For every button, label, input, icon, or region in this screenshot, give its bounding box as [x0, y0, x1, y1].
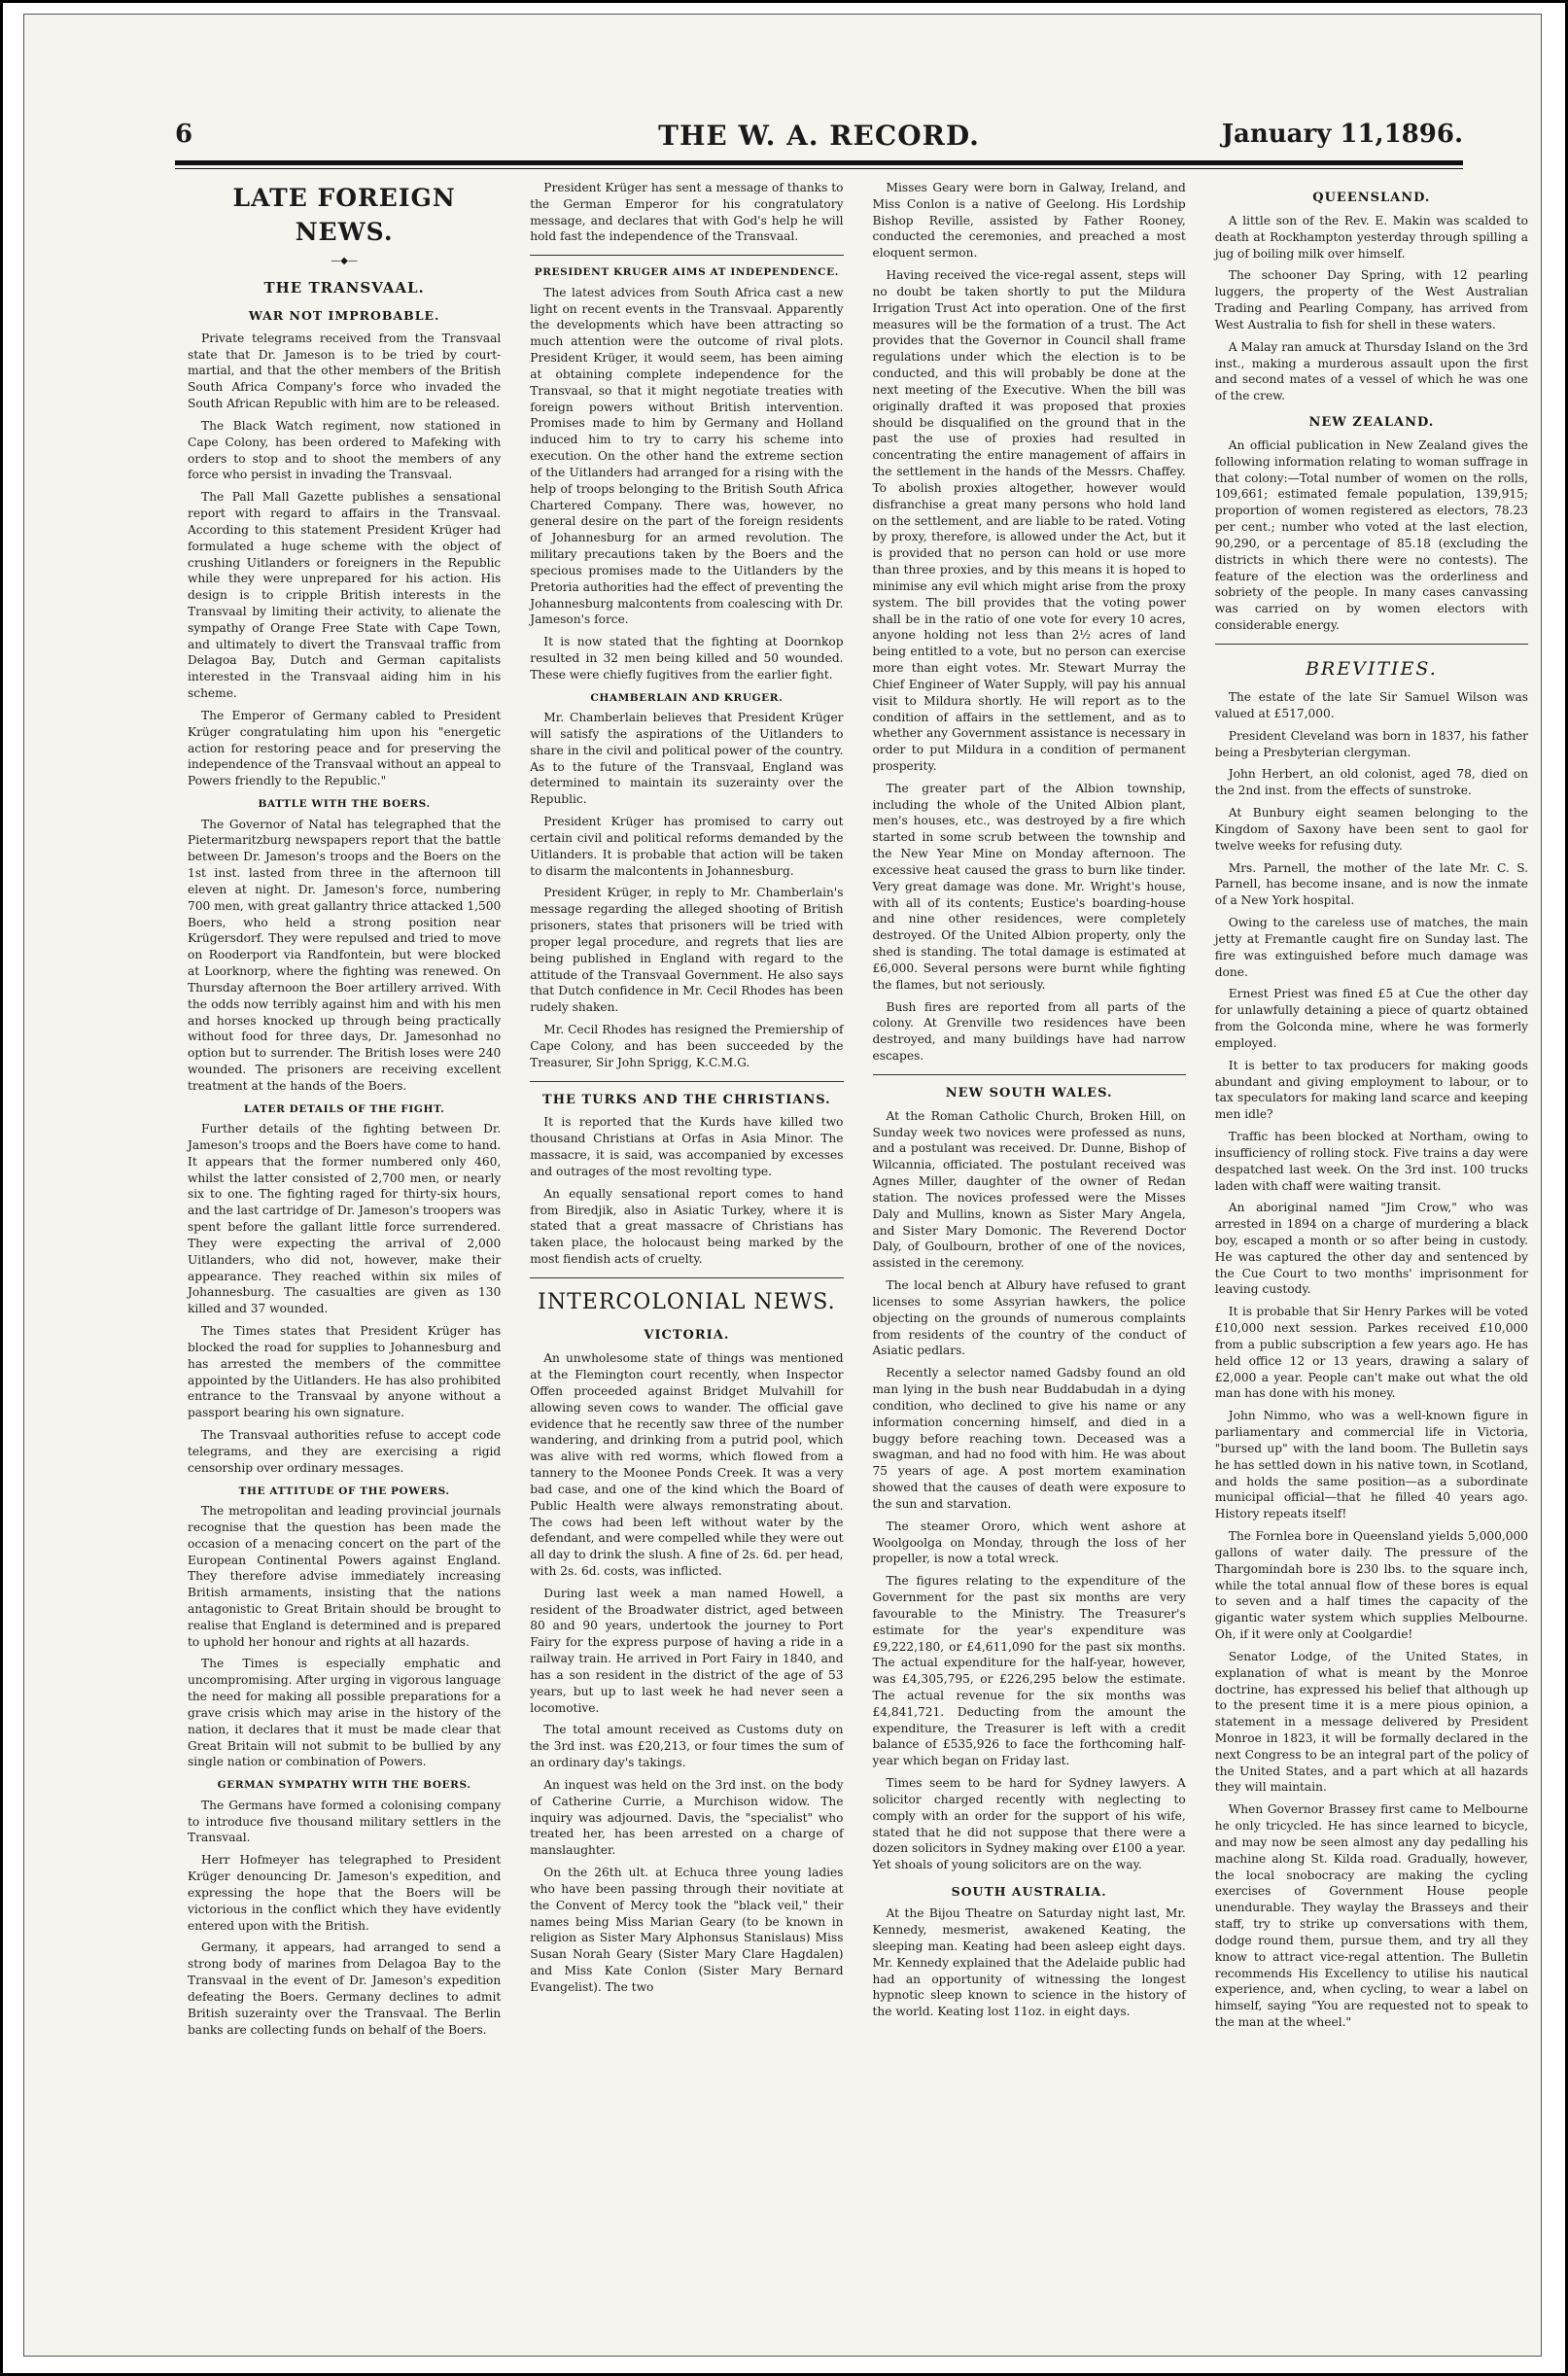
article-paragraph: The Transvaal authorities refuse to accept code telegrams, and they are exercising a rigid censorship over ordinary messages.	[188, 1428, 502, 1475]
issue-date: January 11,1896.	[1221, 120, 1463, 149]
article-paragraph: An inquest was held on the 3rd inst. on the body of Catherine Currie, a Murchison widow. The inquiry was adjourned. Davis, the "specialist" who treated her, has been arrested on a charge of manslaughter.	[530, 1777, 844, 1858]
article-paragraph: The Governor of Natal has telegraphed that the Pietermaritzburg newspapers report that the battle between Dr. Jameson's troops and the Boers on the 1st inst. lasted from three in the afternoon till eleven at night. Dr. Jameson's force, numbering 700 men, with great gallantry thrice attacked 1,500 Boers, who held a strong position near Krügersdorf. They were repulsed and tried to move on Rooderport via Randfontein, but were blocked at Loorknorp, where the fighting was renewed. On Thursday afternoon the Boer artillery arrived. With the odds now terribly against him and with his men and horses knocked up through being practically without food for three days, Dr. Jamesonhad no option but to surrender. The British loses were 240 wounded. The prisoners are receiving excellent treatment at the hands of the Boers.	[188, 817, 502, 1093]
divider	[1215, 644, 1528, 645]
subheading: PRESIDENT KRUGER AIMS AT INDEPENDENCE.	[534, 266, 839, 279]
ornament: —◆—	[331, 256, 358, 266]
article-paragraph: Times seem to be hard for Sydney lawyers. A solicitor charged recently with neglecting to comply with an order for the support of his wife, stated that he did not suppose that there were a dozen solicitors in Sydney making over £100 a year. Yet shoals of young solicitors are on the way.	[872, 1776, 1186, 1872]
subheading: LATER DETAILS OF THE FIGHT.	[243, 1102, 445, 1115]
article-paragraph: At Bunbury eight seamen belonging to the Kingdom of Saxony have been sent to gaol for twelve weeks for refusing duty.	[1214, 806, 1528, 853]
section-heading: THE TURKS AND THE CHRISTIANS.	[542, 1092, 831, 1107]
section-heading: THE TRANSVAAL.	[263, 278, 425, 297]
subheading: CHAMBERLAIN AND KRUGER.	[590, 691, 784, 704]
article-paragraph: The Black Watch regiment, now stationed in Cape Colony, has been ordered to Mafeking with orders to stop and to shoot the members of any force who persist in invading the Transvaal.	[188, 418, 502, 482]
article-paragraph: President Cleveland was born in 1837, his father being a Presbyterian clergyman.	[1214, 728, 1528, 759]
newspaper-page	[23, 14, 1542, 2357]
article-paragraph: Herr Hofmeyer has telegraphed to President Krüger denouncing Dr. Jameson's expedition, and expressing the hope that the Boers will be victorious in the conflict which they have evidently entered upon with the British.	[188, 1853, 502, 1933]
divider	[530, 255, 843, 256]
subheading: WAR NOT IMPROBABLE.	[248, 308, 440, 324]
article-paragraph: The figures relating to the expenditure of the Government for the past six months are very favourable to the Ministry. The Treasurer's estimate for the year's expenditure was £9,222,180, or £4,611,090 for the past six months. The actual expenditure for the half-year, however, was £4,305,795, or £226,295 below the estimate. The actual revenue for the six months was £4,841,721. Deducting from the amount the expenditure, the Treasurer is left with a credit balance of £535,926 to face the forthcoming half-year which began on Friday last.	[872, 1574, 1186, 1768]
divider	[530, 1277, 843, 1278]
article-paragraph: The Times states that President Krüger has blocked the road for supplies to Johannesburg and has arrested the members of the committee appointed by the Uitlanders. He has also prohibited entrance to the Transvaal by anyone without a passport bearing his own signature.	[188, 1324, 502, 1420]
article-paragraph: The Emperor of Germany cabled to President Krüger congratulating him upon his "energetic action for restoring peace and for preserving the independence of the Transvaal without an appeal to Powers friendly to the Republic."	[188, 708, 502, 788]
article-paragraph: Senator Lodge, of the United States, in explanation of what is meant by the Monroe doctrine, has expressed his belief that although up to the present time it is a mere pious opinion, a statement in a message delivered by President Monroe in 1823, it will be formally declared in the next Congress to be an integral part of the policy of the United States, and a part which at all hazards they will maintain.	[1214, 1649, 1528, 1795]
masthead-rule-thin	[175, 168, 1463, 169]
headline-late-foreign-news: LATE FOREIGN NEWS.	[232, 184, 456, 246]
article-paragraph: Traffic has been blocked at Northam, owing to insufficiency of rolling stock. Five trains a day were despatched last week. On the 3rd inst. 100 trucks laden with chaff were waiting transit.	[1214, 1130, 1528, 1193]
article-paragraph: It is now stated that the fighting at Doornkop resulted in 32 men being killed and 50 wounded. These were chiefly fugitives from the earlier fight.	[530, 635, 844, 681]
article-paragraph: The Fornlea bore in Queensland yields 5,000,000 gallons of water daily. The pressure of the Thargomindah bore is 230 lbs. to the square inch, while the total annual flow of these bores is equal to seven and a half times the capacity of the gigantic water system which supplies Melbourne. Oh, if it were only at Coolgardie!	[1214, 1529, 1528, 1642]
article-paragraph: The local bench at Albury have refused to grant licenses to some Assyrian hawkers, the police objecting on the grounds of numerous complaints from residents of the country of the conduct of Asiatic pedlars.	[872, 1278, 1186, 1358]
article-paragraph: Further details of the fighting between Dr. Jameson's troops and the Boers have come to hand. It appears that the former numbered only 460, whilst the latter consisted of 2,700 men, or nearly six to one. The fighting raged for thirty-six hours, and the last cartridge of Dr. Jameson's troopers was spent before the gallant little force surrendered. They were expecting the arrival of 2,000 Uitlanders, who did not, however, make their appearance. They reached within six miles of Johannesburg. The casualties are given as 130 killed and 37 wounded.	[188, 1122, 502, 1316]
article-paragraph: An official publication in New Zealand gives the following information relating to woman suffrage in that colony:—Total number of women on the rolls, 109,661; estimated female population, 139,915; proportion of women registered as electors, 78.23 per cent.; number who voted at the last election, 90,290, or a percentage of 85.18 (excluding the districts in which there were no contests). The feature of the election was the orderliness and sobriety of the people. In many cases canvassing was carried on by women electors with considerable energy.	[1214, 437, 1528, 633]
article-paragraph: At the Roman Catholic Church, Broken Hill, on Sunday week two novices were professed as nuns, and a postulant was received. Dr. Dunne, Bishop of Wilcannia, officiated. The postulant received was Agnes Miller, daughter of the owner of Redan station. The novices professed were the Misses Daly and Mullins, known as Sister Mary Angela, and Sister Mary Domonic. The Reverend Doctor Daly, of Goulbourn, brother of one of the novices, assisted in the ceremony.	[872, 1108, 1186, 1271]
article-paragraph: Germany, it appears, had arranged to send a strong body of marines from Delagoa Bay to the Transvaal in the event of Dr. Jameson's expedition defeating the Boers. Germany declines to admit British suzerainty over the Transvaal. The Berlin banks are collecting funds on behalf of the Boers.	[188, 1940, 502, 2037]
article-paragraph: Ernest Priest was fined £5 at Cue the other day for unlawfully detaining a piece of quartz obtained from the Golconda mine, where he was formerly employed.	[1214, 987, 1528, 1050]
article-paragraph: On the 26th ult. at Echuca three young ladies who have been passing through their novitiate at the Convent of Mercy took the "black veil," their names being Miss Marian Geary (to be known in religion as Sister Mary Alphonsus Stanislaus) Miss Susan Norah Geary (Sister Mary Clare Hagdalen) and Miss Kate Conlon (Sister Mary Bernard Evangelist). The two	[530, 1866, 844, 1994]
article-paragraph: Bush fires are reported from all parts of the colony. At Grenville two residences have been destroyed, and many buildings have had narrow escapes.	[872, 999, 1186, 1064]
article-paragraph: During last week a man named Howell, a resident of the Broadwater district, aged between 80 and 90 years, undertook the journey to Port Fairy for the express purpose of having a ride in a railway train. He arrived in Port Fairy in 1840, and has a son resident in the district of the age of 53 years, but up to last week he had never seen a locomotive.	[530, 1586, 844, 1715]
subheading: GERMAN SYMPATHY WITH THE BOERS.	[217, 1779, 471, 1792]
divider	[530, 1081, 843, 1082]
article-paragraph: The greater part of the Albion township, including the whole of the United Albion plant, men's houses, etc., was destroyed by a fire which started in some scrub between the township and the New Year Mine on Monday afternoon. The excessive heat caused the grass to burn like tinder. Very great damage was done. Mr. Wright's house, with all of its contents; Eustice's boarding-house and nine other residences, were completely destroyed. Of the United Albion property, only the shed is standing. The total damage is estimated at £6,000. Several persons were burnt while fighting the flames, but not seriously.	[872, 781, 1186, 992]
column-3	[865, 180, 1194, 2328]
section-heading: QUEENSLAND.	[1312, 191, 1431, 205]
article-paragraph: President Krüger has promised to carry out certain civil and political reforms demanded by the Uitlanders. It is probable that action will be taken to disarm the malcontents in Johannesburg.	[530, 815, 844, 878]
article-paragraph: It is reported that the Kurds have killed two thousand Christians at Orfas in Asia Minor. The massacre, it is said, was accompanied by excesses and outrages of the most revolting type.	[530, 1115, 844, 1178]
masthead	[175, 120, 1463, 158]
subheading: BATTLE WITH THE BOERS.	[258, 798, 431, 811]
column-4	[1207, 180, 1536, 2328]
article-paragraph: An aboriginal named "Jim Crow," who was arrested in 1894 on a charge of murdering a black boy, escaped a month or so after being in custody. He was captured the other day and sentenced by the Cue Court to two months' imprisonment for leaving custody.	[1214, 1201, 1528, 1297]
article-paragraph: Mr. Cecil Rhodes has resigned the Premiership of Cape Colony, and has been succeeded by the Treasurer, Sir John Sprigg, K.C.M.G.	[530, 1023, 844, 1069]
article-paragraph: President Krüger, in reply to Mr. Chamberlain's message regarding the alleged shooting of British prisoners, states that prisoners will be tried with proper legal procedure, and regrets that lies are being published in England with regard to the attitude of the Transvaal Government. He also says that Dutch confidence in Mr. Cecil Rhodes has been rudely shaken.	[530, 886, 844, 1015]
article-paragraph: The latest advices from South Africa cast a new light on recent events in the Transvaal. Apparently the developments which have been attracting so much attention were the outcome of rival plots. President Krüger, it would seem, has been aiming at obtaining complete independence for the Transvaal, so that it might negotiate treaties with foreign powers without British intervention. Promises made to him by Germany and Holland induced him to try to carry his scheme into execution. On the other hand the extreme section of the Uitlanders had arranged for a rising with the help of troops belonging to the British South Africa Chartered Company. There was, however, no general desire on the part of the foreign residents of Johannesburg for an armed revolution. The military precautions taken by the Boers and the specious promises made to the Uitlanders by the Pretoria authorities had the effect of preventing the Johannesburg malcontents from coalescing with Dr. Jameson's force.	[530, 285, 844, 627]
article-paragraph: John Nimmo, who was a well-known figure in parliamentary and commercial life in Victoria, "bursed up" with the land boom. The Bulletin says he has settled down in his native town, in Scotland, and holds the same position—as a subordinate municipal official—that he filled 40 years ago. History repeats itself!	[1214, 1409, 1528, 1521]
columns	[180, 180, 1536, 2328]
article-paragraph: The Pall Mall Gazette publishes a sensational report with regard to affairs in the Transvaal. According to this statement President Krüger had formulated a huge scheme with the object of crushing Uitlanders or foreigners in the Republic while they were unprepared for his action. His design is to cripple British interests in the Transvaal by limiting their activity, to alienate the sympathy of Orange Free State with Cape Town, and ultimately to divert the Transvaal traffic from Delagoa Bay, Dutch and German capitalists interested in the Transvaal aiding him in his scheme.	[188, 490, 502, 701]
article-paragraph: The Germans have formed a colonising company to introduce five thousand military settlers in the Transvaal.	[188, 1798, 502, 1845]
article-paragraph: Mrs. Parnell, the mother of the late Mr. C. S. Parnell, has become insane, and is now the inmate of a New York hospital.	[1214, 860, 1528, 908]
divider	[873, 1074, 1186, 1075]
article-paragraph: The total amount received as Customs duty on the 3rd inst. was £20,213, or four times the sum of an ordinary day's takings.	[530, 1723, 844, 1770]
article-paragraph: The metropolitan and leading provincial journals recognise that the question has been made the occasion of a menacing concert on the part of the European Continental Powers against England. They therefore advise immediately increasing British armaments, insisting that the nations antagonistic to Great Britain should be brought to realise that England is determined and is prepared to uphold her honour and rights at all hazards.	[188, 1504, 502, 1649]
article-paragraph: The steamer Ororo, which went ashore at Woolgoolga on Monday, through the loss of her propeller, is now a total wreck.	[872, 1519, 1186, 1566]
headline-intercolonial-news: INTERCOLONIAL NEWS.	[538, 1289, 836, 1314]
article-paragraph: An equally sensational report comes to hand from Biredjik, also in Asiatic Turkey, where it is stated that a great massacre of Christians has taken place, the holocaust being marked by the most fiendish acts of cruelty.	[530, 1186, 844, 1267]
article-paragraph: Owing to the careless use of matches, the main jetty at Fremantle caught fire on Sunday last. The fire was extinguished before much damage was done.	[1214, 916, 1528, 979]
article-paragraph: It is better to tax producers for making goods abundant and giving employment to labour, or to tax speculators for making land scarce and keeping men idle?	[1214, 1058, 1528, 1122]
article-paragraph: John Herbert, an old colonist, aged 78, died on the 2nd inst. from the effects of sunstroke.	[1214, 767, 1528, 798]
subheading: THE ATTITUDE OF THE POWERS.	[238, 1485, 450, 1497]
column-2	[522, 180, 851, 2328]
article-paragraph: Mr. Chamberlain believes that President Krüger will satisfy the aspirations of the Uitlanders to share in the civil and political power of the country. As to the future of the Transvaal, England was determined to maintain its suzerainty over the Republic.	[530, 711, 844, 807]
article-paragraph: President Krüger has sent a message of thanks to the German Emperor for his congratulatory message, and declares that with God's help he will hold fast the independence of the Transvaal.	[530, 181, 844, 244]
article-paragraph: Private telegrams received from the Transvaal state that Dr. Jameson is to be tried by court-martial, and that the other members of the British South Africa Company's force who invaded the South African Republic with him are to be released.	[188, 331, 502, 411]
page-number: 6	[175, 120, 193, 149]
article-paragraph: The estate of the late Sir Samuel Wilson was valued at £517,000.	[1214, 690, 1528, 720]
paper-title: THE W. A. RECORD.	[658, 120, 980, 152]
article-paragraph: An unwholesome state of things was mentioned at the Flemington court recently, when Inspector Offen proceeded against Bridget Mulvahill for allowing seven cows to wander. The official gave evidence that he recently saw three of the number wandering, and drinking from a putrid pool, which was alive with red worms, which flowed from a tannery to the Moonee Ponds Creek. It was a very bad case, and one of the kind which the Board of Public Health were always remonstrating about. The cows had been left without water by the defendant, and were compelled while they were out all day to drink the slush. A fine of 2s. 6d. per head, with 2s. 6d. costs, was inflicted.	[530, 1351, 844, 1578]
article-paragraph: It is probable that Sir Henry Parkes will be voted £10,000 next session. Parkes received £10,000 from a public subscription a few years ago. He has held office 12 or 13 years, drawing a salary of £2,000 a year. People can't make out what the old man has done with his money.	[1214, 1305, 1528, 1401]
section-heading: SOUTH AUSTRALIA.	[951, 1884, 1107, 1900]
article-paragraph: Having received the vice-regal assent, steps will no doubt be taken shortly to put the Mildura Irrigation Trust Act into operation. One of the first measures will be the formation of a trust. The Act provides that the Governor in Council shall frame regulations under which the election is to be conducted, and this will probably be done at the next meeting of the Executive. When the bill was originally drafted it was proposed that proxies should be disqualified on the ground that in the past the use of proxies had resulted in concentrating the entire management of affairs in the settlement in the hands of the Messrs. Chaffey. To abolish proxies altogether, however would disfranchise a great many persons who hold land on the settlement, and are liable to be rated. Voting by proxy, therefore, is allowed under the Act, but it is provided that no person can hold or use more than three proxies, and by this means it is hoped to minimise any evil which might arise from the proxy system. The bill provides that the voting power shall be in the ratio of one vote for every 10 acres, anyone holding not less than 2½ acres of land being entitled to a vote, but no person can exercise more than eight votes. Mr. Stewart Murray the Chief Engineer of Water Supply, will pay his annual visit to Mildura shortly. He will report as to the condition of affairs in the settlement, and as to whether any Government assistance is necessary in order to put Mildura in a condition of permanent prosperity.	[872, 268, 1186, 773]
article-paragraph: When Governor Brassey first came to Melbourne he only tricycled. He has since learned to bicycle, and may now be seen almost any day pedalling his machine along St. Kilda road. Gradually, however, the local snobocracy are making the cycling exercises of Government House people unendurable. They waylay the Brasseys and their staff, try to strike up conversations with them, dodge round them, pursue them, and try all they know to attract vice-regal attention. The Bulletin recommends His Excellency to utilise his nautical experience, and, when cycling, to wear a label on himself, saying "You are requested not to speak to the man at the wheel."	[1214, 1802, 1528, 2030]
column-1	[180, 180, 508, 2328]
article-paragraph: A Malay ran amuck at Thursday Island on the 3rd inst., making a murderous assault upon the first and second mates of a vessel of which he was one of the crew.	[1214, 339, 1528, 403]
section-heading: VICTORIA.	[644, 1328, 730, 1344]
article-paragraph: Misses Geary were born in Galway, Ireland, and Miss Conlon is a native of Geelong. His Lordship Bishop Reville, assisted by Father Rooney, conducted the ceremonies, and preached a most eloquent sermon.	[872, 181, 1186, 261]
article-paragraph: The schooner Day Spring, with 12 pearling luggers, the property of the West Australian Trading and Pearling Company, has arrived from West Australia to fish for shell in these waters.	[1214, 268, 1528, 332]
article-paragraph: A little son of the Rev. E. Makin was scalded to death at Rockhampton yesterday through spilling a jug of boiling milk over himself.	[1214, 213, 1528, 261]
section-heading: NEW SOUTH WALES.	[945, 1085, 1113, 1101]
headline-brevities: BREVITIES.	[1305, 657, 1438, 680]
article-paragraph: Recently a selector named Gadsby found an old man lying in the bush near Buddabudah in a dying condition, who declined to give his name or any information concerning himself, and died in a buggy before reaching town. Deceased was a swagman, and had no food with him. He was about 75 years of age. A post mortem examination showed that the causes of death were exposure to the sun and starvation.	[872, 1366, 1186, 1511]
article-paragraph: At the Bijou Theatre on Saturday night last, Mr. Kennedy, mesmerist, awakened Keating, the sleeping man. Keating had been asleep eight days. Mr. Kennedy explained that the Adelaide public had had an opportunity of witnessing the longest hypnotic sleep known to science in the history of the world. Keating lost 11oz. in eight days.	[872, 1906, 1186, 2019]
masthead-rule	[175, 160, 1463, 165]
section-heading: NEW ZEALAND.	[1308, 415, 1435, 431]
article-paragraph: The Times is especially emphatic and uncompromising. After urging in vigorous language the need for making all possible preparations for a grave crisis which may arise in the history of the nation, it declares that it must be made clear that Great Britain will not submit to be bullied by any single nation or combination of Powers.	[188, 1657, 502, 1769]
